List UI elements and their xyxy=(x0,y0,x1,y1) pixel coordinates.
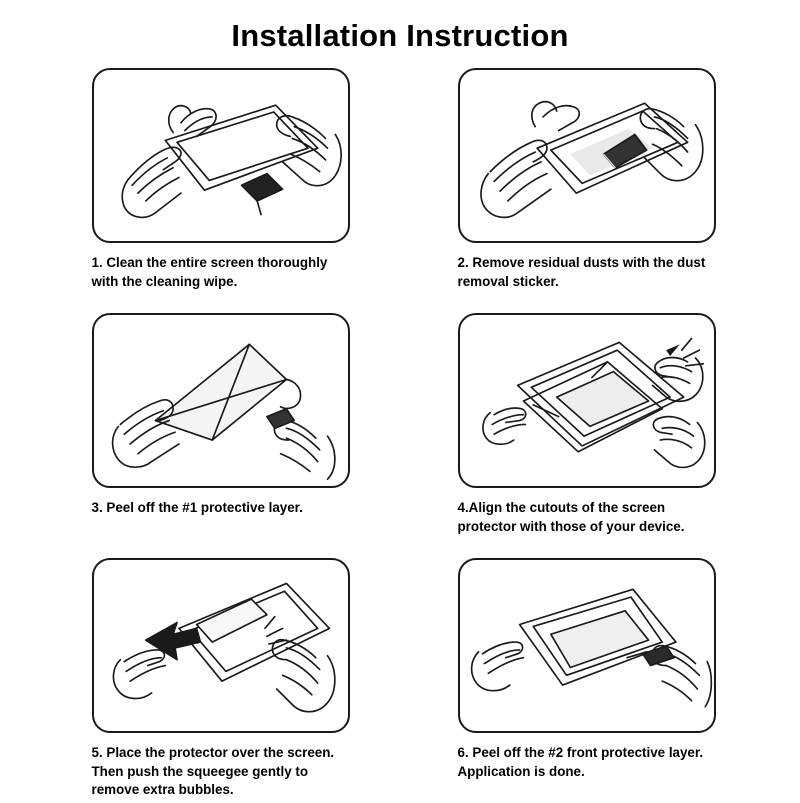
step-4-illustration xyxy=(458,313,716,488)
step-3-illustration xyxy=(92,313,350,488)
steps-grid xyxy=(40,68,760,803)
step-5-caption: 5. Place the protector over the screen. Then push the squeegee gently to remove extra bubbles. xyxy=(91,745,335,797)
step-2-caption: 2. Remove residual dusts with the dust removal sticker. xyxy=(457,255,706,289)
step-4 xyxy=(409,313,760,558)
step-5-illustration xyxy=(92,558,350,733)
step-4-caption: 4.Align the cutouts of the screen protector with those of your device. xyxy=(457,500,685,534)
step-1-caption: 1. Clean the entire screen thoroughly with the cleaning wipe. xyxy=(91,255,328,289)
step-6 xyxy=(409,558,760,803)
page-title: Installation Instruction xyxy=(231,18,569,53)
step-1 xyxy=(40,68,391,313)
step-6-caption: 6. Peel off the #2 front protective layer. Application is done. xyxy=(457,745,704,779)
step-2-illustration xyxy=(458,68,716,243)
step-1-illustration xyxy=(92,68,350,243)
step-3 xyxy=(40,313,391,558)
step-2 xyxy=(409,68,760,313)
step-6-illustration xyxy=(458,558,716,733)
step-5 xyxy=(40,558,391,803)
step-3-caption: 3. Peel off the #1 protective layer. xyxy=(91,500,303,515)
